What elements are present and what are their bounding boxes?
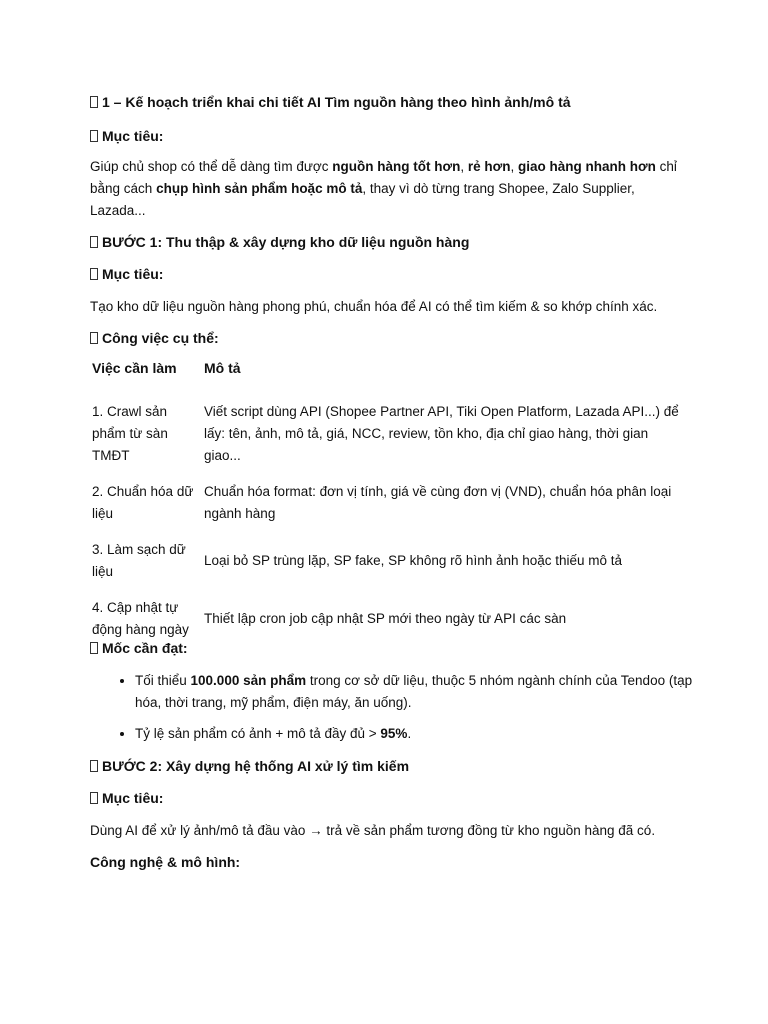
goal-heading: Mục tiêu: bbox=[90, 126, 163, 146]
milestone-heading: Mốc cần đạt: bbox=[90, 638, 188, 658]
missing-glyph-icon bbox=[90, 760, 98, 772]
missing-glyph-icon bbox=[90, 130, 98, 142]
table-row bbox=[90, 476, 685, 534]
table-header-row bbox=[90, 360, 685, 396]
step1-heading: BƯỚC 1: Thu thập & xây dựng kho dữ liệu nguồn hàng bbox=[90, 232, 469, 252]
missing-glyph-icon bbox=[90, 642, 98, 654]
missing-glyph-icon bbox=[90, 96, 98, 108]
table-row bbox=[90, 396, 685, 476]
missing-glyph-icon bbox=[90, 792, 98, 804]
main-heading: 1 – Kế hoạch triển khai chi tiết AI Tìm nguồn hàng theo hình ảnh/mô tả bbox=[90, 92, 571, 112]
list-item: • Tỷ lệ sản phẩm có ảnh + mô tả đầy đủ > 95%. bbox=[135, 723, 695, 745]
step1-goal-heading: Mục tiêu: bbox=[90, 264, 163, 284]
table-cell-task: 4. Cập nhật tự động hàng ngày bbox=[92, 600, 189, 637]
step2-goal-heading: Mục tiêu: bbox=[90, 788, 163, 808]
tasks-table bbox=[90, 360, 685, 650]
missing-glyph-icon bbox=[90, 268, 98, 280]
table-cell-desc: Loại bỏ SP trùng lặp, SP fake, SP không rõ hình ảnh hoặc thiếu mô tả bbox=[204, 553, 623, 568]
tech-heading: Công nghệ & mô hình: bbox=[90, 854, 241, 870]
table-cell-desc: Thiết lập cron job cập nhật SP mới theo ngày từ API các sàn bbox=[204, 611, 567, 626]
step1-goal-text: Tạo kho dữ liệu nguồn hàng phong phú, chuẩn hóa để AI có thể tìm kiếm & so khớp chính xác. bbox=[90, 299, 658, 314]
table-cell-task: 1. Crawl sản phẩm từ sàn TMĐT bbox=[92, 404, 168, 463]
table-cell-desc: Viết script dùng API (Shopee Partner API, Tiki Open Platform, Lazada API...) để lấy: tên, ảnh, mô tả, giá, NCC, review, tồn kho, địa chỉ giao hàng, thời gian giao... bbox=[204, 404, 679, 463]
step2-heading: BƯỚC 2: Xây dựng hệ thống AI xử lý tìm kiếm bbox=[90, 756, 409, 776]
step1-tasks-heading: Công việc cụ thể: bbox=[90, 328, 219, 348]
table-header-task: Việc cần làm bbox=[92, 360, 177, 376]
table-cell-task: 2. Chuẩn hóa dữ liệu bbox=[92, 484, 194, 521]
list-item: • Tối thiểu 100.000 sản phẩm trong cơ sở dữ liệu, thuộc 5 nhóm ngành chính của Tendoo (tạp hóa, thời trang, mỹ phẩm, điện máy, ăn uống). bbox=[135, 670, 695, 714]
intro-paragraph: Giúp chủ shop có thể dễ dàng tìm được nguồn hàng tốt hơn, rẻ hơn, giao hàng nhanh hơn chỉ bằng cách chụp hình sản phẩm hoặc mô tả, thay vì dò từng trang Shopee, Zalo Supplier, Lazada... bbox=[90, 159, 677, 218]
table-cell-task: 3. Làm sạch dữ liệu bbox=[92, 542, 186, 579]
missing-glyph-icon bbox=[90, 332, 98, 344]
step2-goal-text: Dùng AI để xử lý ảnh/mô tả đầu vào → trả về sản phẩm tương đồng từ kho nguồn hàng đã có. bbox=[90, 823, 656, 838]
table-header-desc: Mô tả bbox=[204, 360, 241, 376]
table-row bbox=[90, 534, 685, 592]
table-cell-desc: Chuẩn hóa format: đơn vị tính, giá về cùng đơn vị (VND), chuẩn hóa phân loại ngành hàng bbox=[204, 484, 672, 521]
missing-glyph-icon bbox=[90, 236, 98, 248]
milestone-list bbox=[90, 670, 695, 754]
